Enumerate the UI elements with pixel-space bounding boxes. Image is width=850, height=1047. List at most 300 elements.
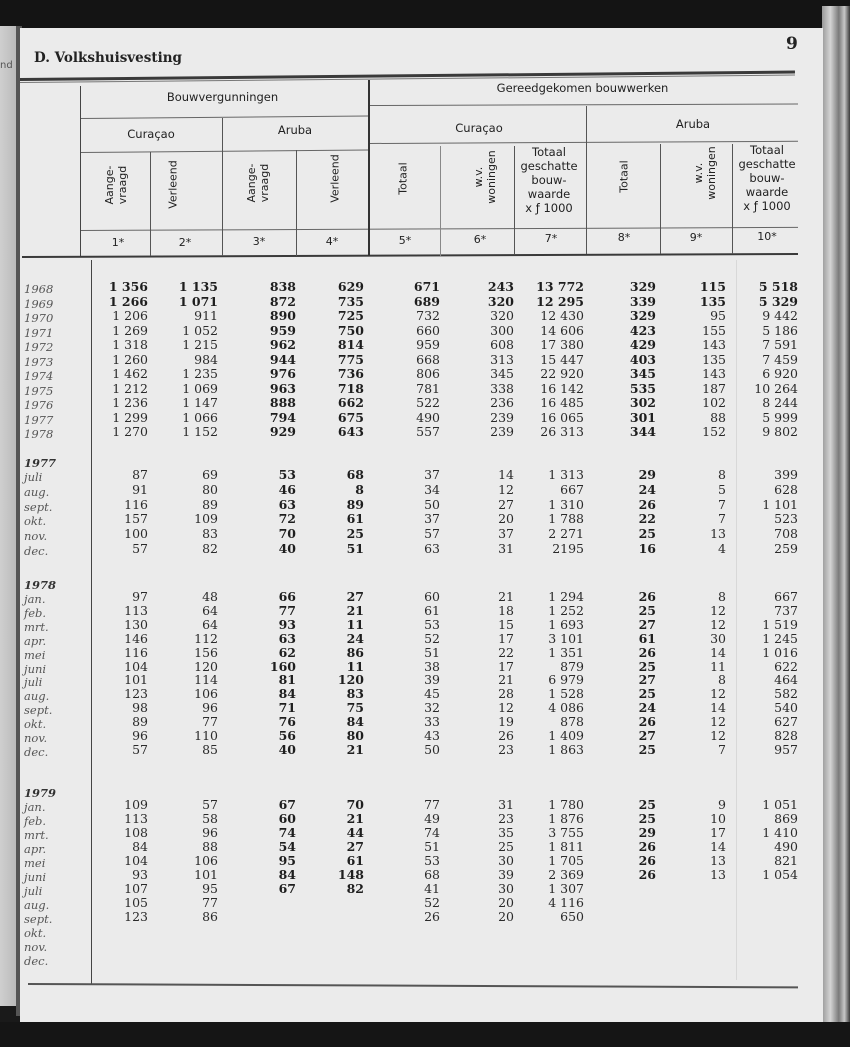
table-cell: 16 485 (540, 395, 584, 410)
table-cell: 88 (202, 839, 218, 854)
table-cell: 9 802 (762, 424, 798, 439)
table-cell: 15 (498, 616, 514, 632)
col-header-3: Aange- vraagd (245, 163, 271, 203)
table-cell: 64 (202, 602, 218, 618)
table-cell: 123 (124, 909, 148, 924)
table-cell: 1 147 (182, 395, 218, 410)
table-cell: 25 (638, 741, 656, 757)
table-cell: 1 135 (178, 279, 218, 294)
table-cell: 77 (278, 602, 296, 618)
row-label: jan. (24, 800, 46, 814)
table-cell: 3 755 (548, 825, 584, 840)
table-cell: 671 (413, 279, 440, 294)
table-cell: 52 (424, 895, 440, 910)
table-cell: 50 (424, 496, 440, 512)
col-header-9: w.v. woningen (692, 146, 718, 200)
table-cell: 50 (424, 741, 440, 757)
table-cell: 41 (424, 881, 440, 896)
table-cell: 345 (629, 366, 656, 381)
table-cell: 540 (774, 700, 798, 716)
table-cell: 911 (194, 308, 218, 323)
row-label: okt. (24, 926, 47, 940)
table-cell: 77 (424, 797, 440, 812)
table-cell: 4 (718, 541, 726, 556)
table-cell: 814 (337, 337, 364, 352)
table-cell: 301 (629, 409, 656, 425)
table-cell: 26 (638, 644, 656, 660)
table-cell: 1 462 (112, 366, 148, 381)
table-cell: 25 (638, 658, 656, 674)
table-cell: 116 (124, 496, 148, 512)
table-cell: 61 (346, 511, 364, 527)
table-cell: 929 (269, 424, 296, 439)
table-cell: 56 (278, 728, 296, 743)
table-cell: 81 (278, 672, 296, 688)
table-cell: 95 (278, 853, 296, 868)
table-cell: 302 (629, 395, 656, 410)
row-label: 1975 (24, 383, 54, 398)
table-cell: 1 266 (108, 293, 148, 309)
table-cell: 725 (337, 308, 364, 323)
table-cell: 320 (490, 308, 514, 323)
table-cell: 83 (346, 686, 364, 702)
table-cell: 6 920 (762, 366, 798, 381)
table-cell: 643 (337, 424, 364, 439)
table-cell: 2 369 (548, 867, 584, 882)
row-label: sept. (24, 499, 53, 514)
table-cell: 1 299 (112, 409, 148, 425)
block-heading: 1979 (24, 786, 57, 800)
table-cell: 110 (194, 728, 218, 743)
col-number-9: 9* (689, 231, 703, 244)
table-cell: 1 054 (762, 867, 798, 882)
table-cell: 54 (278, 839, 296, 854)
table-cell: 46 (278, 481, 296, 497)
table-cell: 96 (132, 728, 148, 743)
table-cell: 27 (638, 616, 656, 632)
table-cell: 70 (278, 526, 296, 542)
row-label: mrt. (24, 828, 49, 842)
table-cell: 1 051 (762, 797, 798, 812)
row-label: nov. (24, 731, 48, 745)
table-cell: 24 (638, 700, 656, 716)
table-cell: 115 (699, 279, 726, 294)
table-cell: 96 (202, 825, 218, 840)
table-cell: 7 (718, 496, 726, 512)
table-cell: 113 (124, 602, 148, 618)
table-cell: 1 519 (762, 616, 798, 632)
table-cell: 16 (638, 541, 656, 556)
table-cell: 18 (498, 602, 514, 618)
table-cell: 338 (490, 380, 514, 396)
table-cell: 628 (774, 481, 798, 497)
table-cell: 650 (560, 909, 584, 924)
table-cell: 26 313 (540, 424, 584, 439)
table-cell: 64 (202, 616, 218, 632)
row-label: nov. (24, 529, 48, 544)
table-cell: 732 (416, 308, 440, 323)
table-cell: 14 606 (540, 322, 584, 338)
table-cell: 1 294 (548, 589, 584, 604)
table-cell: 84 (278, 686, 296, 702)
row-label: 1976 (24, 398, 54, 412)
table-cell: 8 (355, 481, 364, 497)
table-cell: 344 (629, 424, 656, 439)
table-cell: 106 (194, 686, 218, 702)
table-cell: 869 (774, 811, 798, 826)
table-cell: 1 069 (182, 380, 218, 396)
row-label: 1968 (24, 282, 54, 296)
table-cell: 828 (774, 728, 798, 743)
table-cell: 1 071 (178, 293, 218, 309)
table-cell: 22 920 (540, 366, 584, 381)
col-header-5: Totaal (396, 162, 410, 195)
table-cell: 67 (278, 797, 296, 812)
table-cell: 86 (346, 644, 364, 660)
row-label: 1978 (24, 427, 54, 441)
table-cell: 93 (132, 867, 148, 882)
table-cell: 14 (710, 644, 726, 660)
table-cell: 71 (278, 700, 296, 716)
table-cell: 84 (346, 714, 364, 730)
table-cell: 160 (269, 658, 296, 674)
table-cell: 95 (202, 881, 218, 896)
table-cell: 25 (638, 602, 656, 618)
col-number-6: 6* (473, 233, 487, 246)
row-label: aug. (24, 689, 50, 704)
col-divider (586, 106, 587, 254)
table-cell: 57 (132, 541, 148, 556)
table-cell: 5 186 (762, 322, 798, 338)
table-cell: 14 (710, 839, 726, 854)
table-cell: 135 (699, 293, 726, 309)
table-cell: 27 (346, 589, 364, 604)
table-cell: 963 (269, 380, 296, 396)
table-cell: 19 (498, 714, 514, 730)
table-cell: 1 215 (182, 337, 218, 352)
table-cell: 1 269 (112, 322, 148, 338)
table-cell: 12 (710, 616, 726, 632)
table-cell: 984 (194, 351, 218, 367)
table-cell: 1 705 (548, 853, 584, 868)
table-cell: 33 (424, 714, 440, 730)
table-cell: 82 (346, 881, 364, 896)
table-cell: 872 (269, 293, 296, 309)
table-cell: 26 (638, 496, 656, 512)
table-cell: 1 351 (548, 644, 584, 660)
table-cell: 1 876 (548, 811, 584, 826)
table-cell: 85 (202, 741, 218, 757)
col-header-6: w.v. woningen (472, 150, 498, 204)
row-label: aug. (24, 898, 50, 912)
table-cell: 29 (638, 825, 656, 840)
table-cell: 8 (718, 672, 726, 688)
col-number-1: 1* (111, 236, 125, 249)
table-cell: 30 (498, 881, 514, 896)
table-cell: 51 (424, 839, 440, 854)
table-cell: 5 999 (762, 409, 798, 425)
table-cell: 80 (202, 481, 218, 497)
table-cell: 12 (710, 686, 726, 702)
table-cell: 3 101 (548, 630, 584, 646)
col-divider (440, 146, 441, 256)
table-cell: 106 (194, 853, 218, 868)
table-cell: 101 (124, 672, 148, 688)
table-cell: 976 (269, 366, 296, 381)
table-cell: 1 252 (548, 602, 584, 618)
header-group-permits: Bouwvergunningen (166, 90, 279, 104)
table-cell: 120 (194, 658, 218, 674)
table-cell: 89 (132, 714, 148, 730)
table-cell: 962 (269, 337, 296, 352)
table-cell: 22 (638, 511, 656, 527)
table-cell: 76 (278, 714, 296, 730)
table-cell: 25 (498, 839, 514, 854)
table-cell: 13 772 (536, 279, 584, 294)
table-cell: 156 (194, 644, 218, 660)
table-cell: 120 (337, 672, 364, 688)
row-label: juni (24, 870, 47, 884)
header-permits-aruba: Aruba (277, 123, 313, 137)
table-cell: 84 (132, 839, 148, 854)
table-cell: 1 270 (112, 424, 148, 439)
table-cell: 689 (413, 293, 440, 309)
table-cell: 662 (337, 395, 364, 410)
table-cell: 21 (346, 811, 364, 826)
table-cell: 12 295 (536, 293, 584, 309)
table-cell: 667 (560, 481, 584, 497)
header-permits-curacao: Curaçao (127, 127, 175, 141)
table-cell: 98 (132, 700, 148, 716)
table-cell: 13 (710, 526, 726, 542)
table-cell: 51 (346, 541, 364, 556)
table-cell: 155 (702, 322, 726, 338)
table-cell: 21 (498, 589, 514, 604)
table-cell: 16 065 (540, 409, 584, 425)
table-cell: 957 (774, 741, 798, 757)
table-cell: 8 (718, 467, 726, 482)
table-cell: 708 (774, 526, 798, 542)
table-cell: 7 (718, 741, 726, 757)
table-cell: 100 (124, 526, 148, 542)
table-cell: 1 313 (548, 467, 584, 482)
table-cell: 66 (278, 589, 296, 604)
table-cell: 27 (498, 496, 514, 512)
table-cell: 187 (702, 380, 726, 396)
table-cell: 7 459 (762, 351, 798, 367)
table-cell: 40 (278, 541, 296, 556)
table-cell: 429 (629, 337, 656, 352)
table-cell: 313 (490, 351, 514, 367)
table-cell: 320 (487, 293, 514, 309)
table-cell: 109 (124, 797, 148, 812)
table-cell: 14 (498, 467, 514, 482)
table-cell: 45 (424, 686, 440, 702)
table-cell: 2 271 (548, 526, 584, 542)
table-cell: 1 788 (548, 511, 584, 527)
table-cell: 1 863 (548, 741, 584, 757)
table-cell: 60 (278, 811, 296, 826)
col-header-2: Verleend (166, 160, 180, 209)
row-label: juli (24, 884, 43, 898)
table-cell: 109 (194, 511, 218, 527)
table-cell: 490 (774, 839, 798, 854)
col-header-7: Totaal geschatte bouw- waarde x ƒ 1000 (520, 145, 578, 215)
table-cell: 57 (132, 741, 148, 757)
table-cell: 12 430 (540, 308, 584, 323)
table-cell: 32 (424, 700, 440, 716)
table-cell: 464 (774, 672, 798, 688)
table-cell: 259 (774, 541, 798, 556)
table-cell: 93 (278, 616, 296, 632)
table-cell: 27 (638, 728, 656, 743)
table-cell: 4 086 (548, 700, 584, 716)
table-cell: 339 (629, 293, 656, 309)
table-cell: 70 (346, 797, 364, 812)
table-cell: 1 206 (112, 308, 148, 323)
table-cell: 101 (194, 867, 218, 882)
table-cell: 52 (424, 630, 440, 646)
table-cell: 959 (416, 337, 440, 352)
row-label: mei (24, 856, 46, 870)
table-cell: 23 (498, 741, 514, 757)
table-cell: 148 (337, 867, 364, 882)
table-cell: 5 329 (758, 293, 798, 309)
table-cell: 26 (638, 589, 656, 604)
stub-divider (80, 86, 81, 256)
table-cell: 1 066 (182, 409, 218, 425)
table-cell: 2195 (552, 541, 584, 556)
table-cell: 8 (718, 589, 726, 604)
table-cell: 5 518 (758, 279, 798, 294)
table-cell: 95 (710, 308, 726, 323)
table-cell: 821 (774, 853, 798, 868)
table-cell: 7 (718, 511, 726, 527)
col-divider (514, 146, 515, 254)
row-label: 1977 (24, 412, 54, 427)
table-cell: 104 (124, 853, 148, 868)
table-cell: 1 016 (762, 644, 798, 660)
table-cell: 1 410 (762, 825, 798, 840)
table-cell: 12 (710, 728, 726, 743)
table-cell: 89 (346, 496, 364, 512)
table-cell: 10 (710, 811, 726, 826)
table-cell: 83 (202, 526, 218, 542)
col-divider (296, 150, 297, 256)
facing-page-fragment: nd (0, 60, 13, 71)
table-cell: 68 (346, 467, 364, 482)
table-cell: 63 (278, 630, 296, 646)
table-cell: 1 307 (548, 881, 584, 896)
row-label: sept. (24, 912, 53, 926)
photo-background-bottom (0, 1022, 850, 1047)
table-cell: 239 (490, 409, 514, 425)
table-cell: 29 (638, 467, 656, 482)
row-label: mrt. (24, 619, 49, 634)
table-cell: 17 (498, 630, 514, 646)
table-cell: 608 (490, 337, 514, 352)
table-cell: 890 (269, 308, 296, 323)
table-cell: 21 (346, 741, 364, 757)
col-number-2: 2* (178, 236, 192, 249)
table-cell: 25 (638, 526, 656, 542)
block-heading: 1977 (24, 456, 57, 470)
table-cell: 26 (424, 909, 440, 924)
table-cell: 6 979 (548, 672, 584, 688)
table-cell: 89 (202, 496, 218, 512)
table-cell: 490 (416, 409, 440, 425)
table-cell: 63 (278, 496, 296, 512)
table-cell: 523 (774, 511, 798, 527)
table-cell: 535 (629, 380, 656, 396)
col-divider (660, 144, 661, 254)
table-cell: 4 116 (548, 895, 584, 910)
table-cell: 12 (710, 602, 726, 618)
table-cell: 102 (702, 395, 726, 410)
table-cell: 104 (124, 658, 148, 674)
table-cell: 97 (132, 589, 148, 604)
table-cell: 13 (710, 867, 726, 882)
col-number-3: 3* (252, 235, 266, 248)
table-cell: 37 (498, 526, 514, 542)
table-cell: 25 (638, 686, 656, 702)
table-cell: 239 (490, 424, 514, 439)
table-cell: 243 (487, 279, 514, 294)
table-cell: 21 (498, 672, 514, 688)
table-cell: 26 (638, 839, 656, 854)
table-cell: 53 (278, 467, 296, 482)
table-cell: 1 693 (548, 616, 584, 632)
table-cell: 22 (498, 644, 514, 660)
table-cell: 57 (424, 526, 440, 542)
table-cell: 143 (702, 366, 726, 381)
row-label: dec. (24, 954, 49, 968)
table-cell: 37 (424, 511, 440, 527)
table-cell: 107 (124, 881, 148, 896)
table-cell: 13 (710, 853, 726, 868)
col-number-10: 10* (757, 230, 777, 243)
table-cell: 39 (424, 672, 440, 688)
table-cell: 58 (202, 811, 218, 826)
table-cell: 1 236 (112, 395, 148, 410)
table-cell: 57 (202, 797, 218, 812)
table-cell: 53 (424, 616, 440, 632)
row-label: 1972 (24, 340, 54, 354)
table-cell: 888 (269, 395, 296, 410)
table-cell: 39 (498, 867, 514, 882)
book-page-stack (822, 6, 850, 1022)
table-cell: 49 (424, 811, 440, 826)
table-cell: 105 (124, 895, 148, 910)
table-cell: 627 (774, 714, 798, 730)
table-cell: 25 (346, 526, 364, 542)
table-cell: 37 (424, 467, 440, 482)
table-cell: 130 (124, 616, 148, 632)
table-cell: 667 (774, 589, 798, 604)
table-cell: 26 (638, 867, 656, 882)
table-cell: 26 (638, 853, 656, 868)
table-cell: 87 (132, 467, 148, 482)
table-cell: 61 (638, 630, 656, 646)
table-cell: 152 (702, 424, 726, 439)
table-cell: 781 (416, 380, 440, 396)
table-cell: 1 101 (762, 496, 798, 512)
table-cell: 1 052 (182, 322, 218, 338)
col-header-4: Verleend (328, 154, 342, 203)
table-cell: 1 528 (548, 686, 584, 702)
table-cell: 8 244 (762, 395, 798, 410)
col-divider (732, 144, 733, 254)
